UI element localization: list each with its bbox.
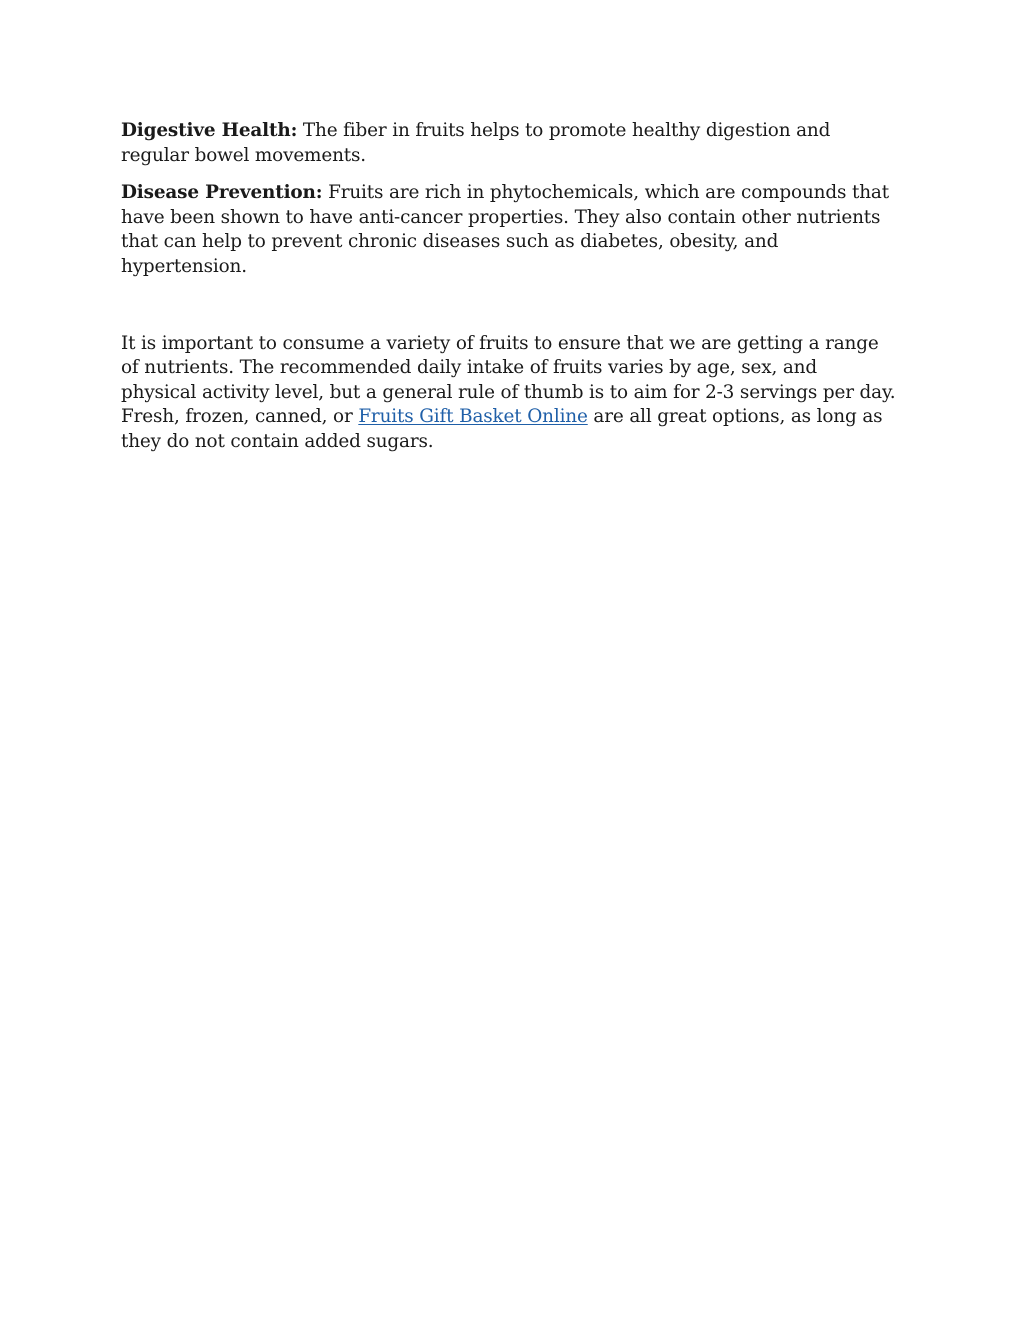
disease-prevention-heading: Disease Prevention: (121, 182, 323, 204)
digestive-health-heading: Digestive Health: (121, 120, 298, 141)
document-body (121, 119, 896, 455)
digestive-health-paragraph (121, 119, 896, 168)
fruit-intake-text-after-link: are all great options, as long as they do not contain added sugars. (121, 406, 883, 452)
disease-prevention-paragraph (121, 181, 896, 279)
disease-prevention-text: Fruits are rich in phytochemicals, which are compounds that have been shown to have anti-cancer properties. They also contain other nutrients that can help to prevent chronic diseases such as diabetes, obesity, and hypertension. (121, 182, 889, 277)
fruit-intake-text-before-link: It is important to consume a variety of fruits to ensure that we are getting a range of nutrients. The recommended daily intake of fruits varies by age, sex, and physical activity level, but a general rule of thumb is to aim for 2-3 servings per day. Fresh, frozen, canned, or (121, 332, 896, 428)
digestive-health-text: The fiber in fruits helps to promote healthy digestion and regular bowel movements. (121, 120, 831, 166)
fruit-intake-paragraph (121, 332, 896, 455)
fruits-gift-basket-link[interactable]: Fruits Gift Basket Online (358, 406, 588, 428)
